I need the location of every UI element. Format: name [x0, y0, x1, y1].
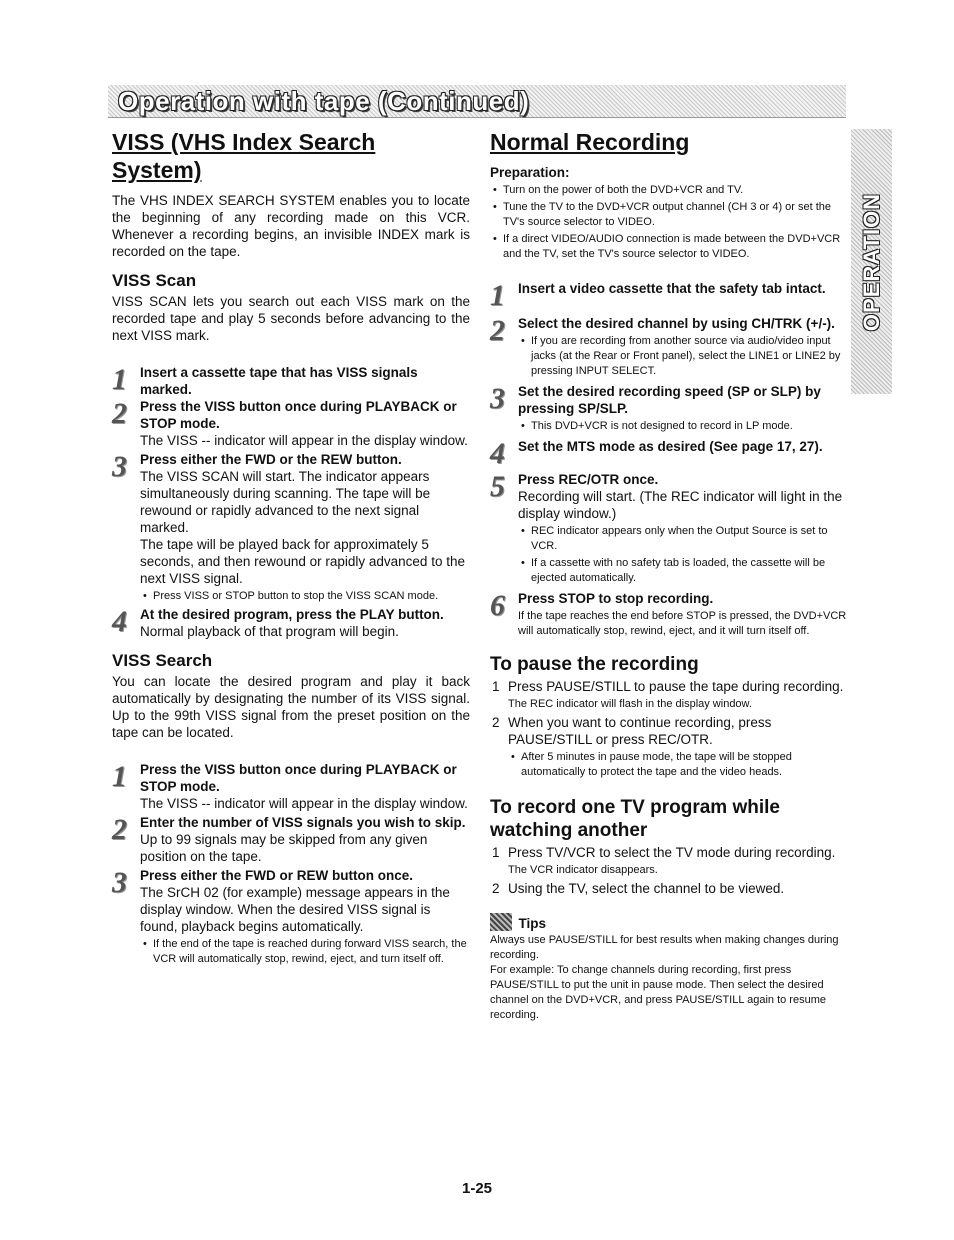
- tips-text-1: Always use PAUSE/STILL for best results when making changes during recording.: [490, 934, 839, 961]
- record-one-item-2: [490, 880, 848, 897]
- page-number: 1-25: [461, 1180, 493, 1197]
- step-note: • Press VISS or STOP button to stop the VISS SCAN mode.: [140, 589, 470, 604]
- search-step-3: [112, 867, 470, 967]
- scan-step-1: [112, 364, 470, 398]
- item-note: The VCR indicator disappears.: [508, 864, 658, 876]
- step-title: Press the VISS button once during PLAYBACK or STOP mode.: [140, 762, 457, 794]
- side-tab: [851, 129, 892, 394]
- item-text: Using the TV, select the channel to be viewed.: [508, 881, 785, 896]
- item-text: Press PAUSE/STILL to pause the tape during recording.: [508, 679, 844, 694]
- tips-text-2: For example: To change channels during recording, first press PAUSE/STILL to put the unit in pause mode. Then select the desired channel on the DVD+VCR, and press PAUSE/STILL again to resume recording.: [490, 964, 826, 1021]
- step-title: At the desired program, press the PLAY button.: [140, 607, 444, 622]
- left-column: [112, 128, 470, 967]
- item-text: Press TV/VCR to select the TV mode during recording.: [508, 845, 836, 860]
- viss-scan-intro: VISS SCAN lets you search out each VISS mark on the recorded tape and play 5 seconds before advancing to the next VISS mark.: [112, 294, 470, 343]
- step-title: Insert a cassette tape that has VISS signals marked.: [140, 365, 418, 397]
- step-number: 1: [112, 760, 127, 793]
- step-body: The VISS -- indicator will appear in the display window.: [140, 433, 468, 448]
- step-title: Press the VISS button once during PLAYBACK or STOP mode.: [140, 399, 457, 431]
- viss-scan-title: VISS Scan: [112, 271, 197, 290]
- item-bullet: • After 5 minutes in pause mode, the tape will be stopped automatically to protect the tape and the video heads.: [508, 750, 848, 780]
- rec-step-5: [490, 471, 848, 586]
- step-note: • If you are recording from another source via audio/video input jacks (at the Rear or Front panel), select the LINE1 or LINE2 by pressing INPUT SELECT.: [518, 334, 848, 379]
- step-number: 2: [112, 813, 127, 846]
- step-body-2: The tape will be played back for approximately 5 seconds, and then rewound or rapidly advanced to the next VISS signal.: [140, 537, 465, 586]
- side-tab-label: OPERATION: [858, 192, 884, 331]
- pause-item-1: [490, 678, 848, 712]
- step-title: Enter the number of VISS signals you wish to skip.: [140, 815, 466, 830]
- scan-step-4: [112, 606, 470, 640]
- item-number: 1: [492, 845, 500, 860]
- step-number: 5: [490, 470, 505, 503]
- step-body: Normal playback of that program will begin.: [140, 624, 399, 639]
- item-note: The REC indicator will flash in the display window.: [508, 698, 752, 710]
- step-body: The VISS -- indicator will appear in the display window.: [140, 796, 468, 811]
- step-number: 4: [490, 437, 505, 470]
- step-title: Set the desired recording speed (SP or SLP) by pressing SP/SLP.: [518, 384, 821, 416]
- step-title: Insert a video cassette that the safety tab intact.: [518, 281, 826, 296]
- viss-intro: The VHS INDEX SEARCH SYSTEM enables you to locate the beginning of any recording made on this VCR. Whenever a recording begins, an invisible INDEX mark is recorded on the tape.: [112, 193, 470, 259]
- prep-item: • Turn on the power of both the DVD+VCR and TV.: [490, 183, 848, 198]
- section-banner: [108, 85, 846, 118]
- step-note: • REC indicator appears only when the Output Source is set to VCR.: [518, 524, 848, 554]
- step-number: 2: [490, 314, 505, 347]
- viss-title: VISS (VHS Index Search System): [112, 129, 376, 183]
- prep-item: • Tune the TV to the DVD+VCR output channel (CH 3 or 4) or set the TV's source selector to VIDEO.: [490, 200, 848, 230]
- step-number: 3: [112, 866, 127, 899]
- tips-label: Tips: [518, 916, 546, 931]
- rec-step-3: [490, 383, 848, 434]
- step-body: The SrCH 02 (for example) message appears in the display window. When the desired VISS signal is found, playback begins automatically.: [140, 885, 450, 934]
- step-title: Press STOP to stop recording.: [518, 591, 714, 606]
- step-title: Set the MTS mode as desired (See page 17, 27).: [518, 439, 823, 454]
- pause-title: To pause the recording: [490, 654, 699, 675]
- step-number: 6: [490, 589, 505, 622]
- step-title: Press either the FWD or REW button once.: [140, 868, 414, 883]
- step-note: If the tape reaches the end before STOP is pressed, the DVD+VCR will automatically stop, rewind, eject, and it will turn itself off.: [518, 610, 847, 637]
- prep-item: • If a direct VIDEO/AUDIO connection is made between the DVD+VCR and the TV, set the TV's source selector to VIDEO.: [490, 232, 848, 262]
- rec-step-4: [490, 437, 848, 470]
- scan-step-3: [112, 451, 470, 604]
- search-step-2: [112, 814, 470, 865]
- scan-step-2: [112, 398, 470, 449]
- step-number: 3: [490, 382, 505, 415]
- record-one-title: To record one TV program while watching another: [490, 797, 780, 841]
- tips-box: [490, 913, 848, 1023]
- step-body: Up to 99 signals may be skipped from any given position on the tape.: [140, 832, 428, 864]
- banner-title: Operation with tape (Continued): [118, 86, 530, 116]
- viss-search-title: VISS Search: [112, 651, 213, 670]
- rec-step-2: [490, 315, 848, 379]
- step-number: 1: [112, 363, 127, 396]
- tips-icon: [490, 913, 512, 931]
- step-number: 3: [112, 450, 127, 483]
- step-title: Press either the FWD or the REW button.: [140, 452, 402, 467]
- step-title: Select the desired channel by using CH/TRK (+/-).: [518, 316, 835, 331]
- item-text: When you want to continue recording, press PAUSE/STILL or press REC/OTR.: [508, 715, 772, 747]
- step-number: 1: [490, 279, 505, 312]
- step-body: Recording will start. (The REC indicator will light in the display window.): [518, 489, 843, 521]
- item-number: 2: [492, 881, 500, 896]
- rec-step-1: [490, 279, 848, 312]
- rec-step-6: [490, 590, 848, 639]
- step-note: • This DVD+VCR is not designed to record in LP mode.: [518, 419, 848, 434]
- step-note: • If the end of the tape is reached during forward VISS search, the VCR will automatically stop, rewind, eject, and turn itself off.: [140, 937, 470, 967]
- step-body: The VISS SCAN will start. The indicator appears simultaneously during scanning. The tape will be rewound or rapidly advanced to the next signal marked.: [140, 469, 431, 535]
- step-number: 4: [112, 605, 127, 638]
- record-one-item-1: [490, 844, 848, 878]
- right-column: [490, 128, 848, 1023]
- pause-item-2: [490, 714, 848, 780]
- viss-search-intro: You can locate the desired program and play it back automatically by designating the number of its VISS signal. Up to the 99th VISS signal from the preset position on the tape can be located.: [112, 674, 470, 740]
- step-number: 2: [112, 397, 127, 430]
- item-number: 1: [492, 679, 500, 694]
- item-number: 2: [492, 715, 500, 730]
- search-step-1: [112, 761, 470, 812]
- step-title: Press REC/OTR once.: [518, 472, 659, 487]
- normal-recording-title: Normal Recording: [490, 129, 690, 155]
- step-note: • If a cassette with no safety tab is loaded, the cassette will be ejected automatically.: [518, 556, 848, 586]
- preparation-label: Preparation:: [490, 165, 570, 180]
